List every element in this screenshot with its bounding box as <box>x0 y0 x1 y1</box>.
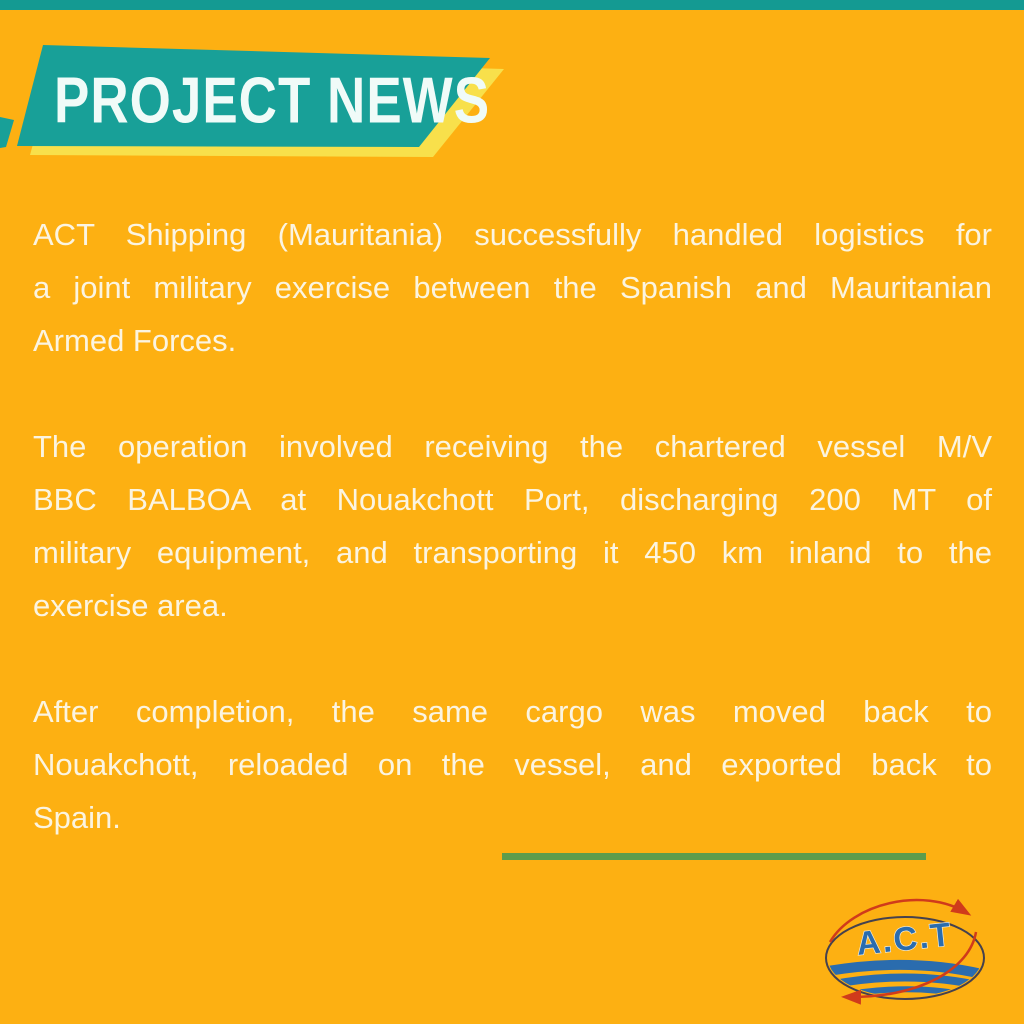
logo-wordmark: A.C.T <box>854 915 955 962</box>
body-line: After completion, the same cargo was moved back to <box>33 694 992 729</box>
body-paragraph <box>33 208 992 367</box>
act-logo <box>812 896 1002 1018</box>
banner-title: PROJECT NEWS <box>54 65 491 138</box>
banner-left-wedge <box>0 117 14 148</box>
body-line: a joint military exercise between the Spanish and Mauritanian <box>33 270 992 305</box>
body-paragraph <box>33 420 992 632</box>
body-text <box>33 208 992 897</box>
top-accent-strip <box>0 0 1024 10</box>
logo-waves-icon <box>822 965 990 997</box>
body-line: military equipment, and transporting it 450 km inland to the <box>33 535 992 570</box>
body-line: BBC BALBOA at Nouakchott Port, discharging 200 MT of <box>33 482 992 517</box>
body-line: The operation involved receiving the chartered vessel M/V <box>33 429 992 464</box>
body-line: Nouakchott, reloaded on the vessel, and exported back to <box>33 747 992 782</box>
body-line: Spain. <box>33 800 121 835</box>
body-line: Armed Forces. <box>33 323 237 358</box>
body-line: ACT Shipping (Mauritania) successfully handled logistics for <box>33 217 992 252</box>
body-paragraph <box>33 685 992 844</box>
body-line: exercise area. <box>33 588 228 623</box>
divider-line <box>502 853 926 860</box>
